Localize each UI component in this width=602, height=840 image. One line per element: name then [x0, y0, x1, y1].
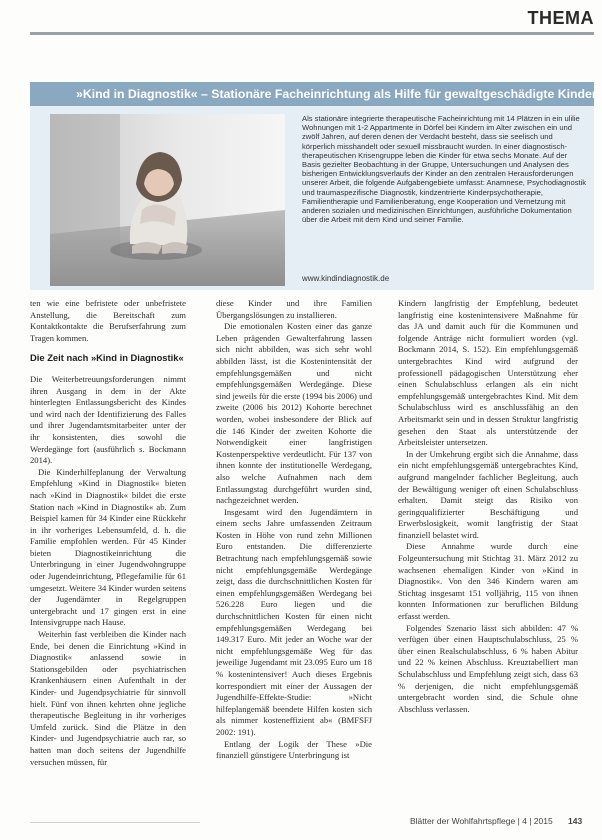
column-2 [216, 298, 372, 798]
body-paragraph: Die emotionalen Kosten einer das ganze Leben prägenden Gewalterfahrung lassen sich nicht abbilden, was sich sehr wohl abbilden lässt, ist die Kostenintensität der empfehlungsgemäßen und nicht empfehlungsgemäßen Werdegänge. Diese sind jeweils für die erste (1994 bis 2006) und zweite (2006 bis 2012) Kohorte berechnet worden, wobei insbesondere der Blick auf die 146 Kinder der zweiten Kohorte die Notwendigkeit einer langfristigen Kostenperspektive verdeutlicht. Für 137 von ihnen konnte der institutionelle Werdegang, also welche Aufnahmen nach dem Entlassungstag durchgeführt wurden sind, nachgezeichnet werden. [216, 321, 372, 506]
body-paragraph: Diese Annahme wurde durch eine Folgeuntersuchung mit Stichtag 31. März 2012 zu wachsenen ehemaligen Kinder von »Kind in Diagnostik«. Von den 346 Kindern waren am Stichtag insgesamt 151 volljährig, 115 von ihnen konnten Informationen zur beruflichen Bildung erfasst werden. [398, 541, 578, 622]
page-number: 143 [568, 816, 583, 826]
info-box-text: Als stationäre integrierte therapeutische Facheinrichtung mit 14 Plätzen in ein ulilie Wohnungen mit 1-2 Appartmente in Dörfel bei Kindern im Alter zwischen ein und zwölf Jahren, auf deren denen der Verdacht besteht, dass sie seelisch und körperlich misshandelt oder sexuell missbraucht wurden. In einer diagnostisch-therapeutischen Krisengruppe leben die Kinder für etwa sechs Monate. Auf der Basis gezielter Beobachtung in der Gruppe, Untersuchungen und Analysen des bisherigen Entwicklungsverlaufs der Kinder an den zentralen Herausforderungen unserer Arbeit, die folgende Aufgabengebiete umfasst: Anamnese, Psychodiagnostik und traumaspezifische Diagnostik, kindzentrierte Kinderpsychotherapie, Familientherapie und Familienberatung, enge Kooperation und Vernetzung mit anderen sozialen und medizinischen Einrichtungen, ausführliche Dokumentation über die Arbeit mit dem Kind und seiner Familie. [302, 114, 587, 225]
info-box-link[interactable]: www.kindindiagnostik.de [302, 274, 390, 283]
section-heading: Die Zeit nach »Kind in Diagnostik« [30, 352, 184, 364]
body-paragraph: Die Weiterbetreuungsforderungen nimmt ihren Ausgang in dem in der Akte hinterlegten Entlassungsbericht des Kindes und wird nach der Identifizierung des Falles und ihrer Jugendamtsmitarbeiter unter der ihr konsistenten, dies sowohl die Werdegänge fort (ausführlich s. Bockmann 2014). [30, 373, 186, 466]
body-paragraph: Folgendes Szenario lässt sich abbilden: 47 % verfügen über einen Hauptschulabschluss, 25 % über einen Realschulabschluss, 6 % haben Abitur und 22 % keinen Abschluss. Kreuztabelliert man Schulabschluss und Empfehlung zeigt sich, dass 63 % derjenigen, die nicht empfehlungsgemäß untergebracht worden sind, die Schule ohne Abschluss verlassen. [398, 622, 578, 714]
section-label: THEMA [527, 8, 594, 28]
article-title: »Kind in Diagnostik« – Stationäre Facheinrichtung als Hilfe für gewaltgeschädigte Kinder [76, 87, 597, 101]
body-paragraph: Die Kinderhilfeplanung der Verwaltung Empfehlung »Kind in Diagnostik« bieten nach »Kind in Diagnostik« bildet die erste Station nach »Kind in Diagnostik« ab. Zum Beispiel kamen für 34 Kinder eine Rückkehr in ihr vorheriges Lebensumfeld, d. h. die Familie empfohlen werden. Für 45 Kinder bieten Diagnostikeinrichtung die Unterbringung in einer Jugendwohngruppe oder Jugendeinrichtung, Pflegefamilie für 61 umgesetzt. Weitere 34 Kinder wurden seitens der Jugendämter in Regelgruppen untergebracht und 17 gingen erst in eine Intensivgruppe nach Hause. [30, 466, 186, 628]
body-paragraph: Kindern langfristig der Empfehlung, bedeutet langfristig eine kostenintensivere Maßnahme für das JA und damit auch für die Kommunen und folgende Anträge nicht formuliert worden (vgl. Bockmann 2014, S. 152). Ein empfehlungsgemäß untergebrachtes Kind wird aufgrund der professionell pädagogischen Unterstützung eher einen Schulabschluss erlangen als ein nicht empfehlungsgemäß untergebrachtes Kind. Mit dem Schulabschluss wird es anschlussfähig an den Arbeitsmarkt sein und in dessen Struktur langfristig gesehen den Staat als unterstützende der Arbeitsleister untersetzen. [398, 298, 578, 448]
body-paragraph: Entlang der Logik der These »Die finanziell günstigere Unterbringung ist [216, 738, 372, 761]
header-rule [30, 32, 594, 35]
column-3 [398, 298, 578, 798]
photo-illustration [50, 114, 285, 286]
column-1 [30, 298, 186, 798]
body-paragraph: Weiterhin fast verbleiben die Kinder nach Ende, bei denen die Einrichtung »Kind in Diagnostik« anlassend sowie in Stationsgebilden oder psychiatrischen Krankenhäusern einen Aufenthalt in der Kinder- und Jugendpsychiatrie für sinnvoll hielt. Fünf von ihnen kehrten ohne jegliche therapeutische Begleitung in ihr vorheriges Umfeld zurück. Sind die Plätze in den Kinder- und Jugendpsychiatrie auch rar, so hatten man doch seitens der Jugendhilfe versuchen müssen, für [30, 629, 186, 767]
article-banner [30, 82, 597, 106]
body-paragraph: ten wie eine befristete oder unbefristete Anstellung, die Bereitschaft zum Kontaktkontakte die Berufserfahrung zum Tragen kommen. [30, 298, 186, 343]
body-paragraph: In der Umkehrung ergibt sich die Annahme, dass ein nicht empfehlungsgemäß untergebrachtes Kind, aufgrund mangelnder fachlicher Begleitung, auch der Bewältigung weniger oft einen Schulabschluss erhalten. Damit steigt das Risiko von geringqualifizierter Beschäftigung und Erwerbslosigkeit, womit langfristig der Staat finanziell belastet wird. [398, 448, 578, 540]
body-paragraph: Insgesamt wird den Jugendämtern in einem sechs Jahre umfassenden Zeitraum Kosten in Höhe von rund zehn Millionen Euro entstanden. Die differenzierte Betrachtung nach empfehlungsgemäß sowie nicht empfehlungsgemäße Werdegänge zeigt, dass die durchschnittlichen Kosten für einen empfehlungsgemäßen Werdegang bei 526.228 Euro liegen und die durchschnittlichen Kosten für einen nicht empfehlungsgemäßen Werdegang bei 149.317 Euro. Mit jeder an Woche war der nicht empfehlungsgemäße Weg für das jeweilige Jugendamt mit 23.095 Euro um 18 % kostenintensiver! Auch dieses Ergebnis korrespondiert mit einer der Aussagen der Jugendhilfe-Effekte-Studie: »Nicht hilfeplangemäß beendete Hilfen kosten sich als nimmer kosteneffizient ab« (BMFSFJ 2002: 191). [216, 506, 372, 737]
footer-rule [30, 822, 200, 823]
publication-info: Blätter der Wohlfahrtspflege | 4 | 2015 [410, 816, 553, 826]
child-photo [50, 114, 285, 286]
body-paragraph: diese Kinder und ihre Familien Übergangslösungen zu installieren. [216, 298, 372, 320]
